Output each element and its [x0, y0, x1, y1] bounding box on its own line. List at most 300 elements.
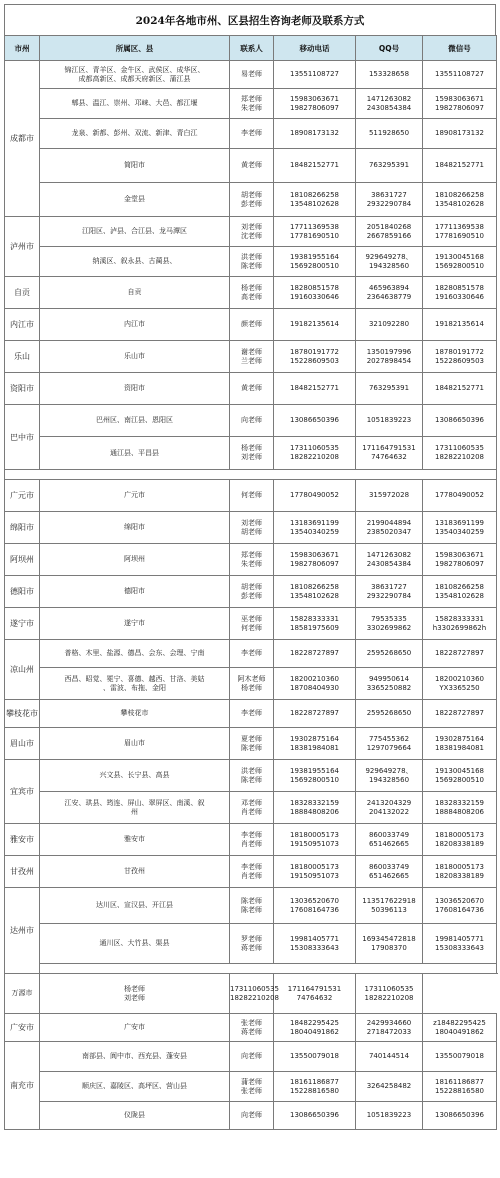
- district-cell: [40, 61, 230, 89]
- phone-cell: [274, 373, 356, 405]
- contact-cell-line: 杨老师: [241, 683, 262, 692]
- phone-cell: [274, 61, 356, 89]
- phone-cell-line: 19827806097: [290, 559, 339, 568]
- wechat-cell-line: 18482152771: [435, 161, 484, 169]
- phone-cell: [274, 824, 356, 856]
- contact-cell-line: 巫老师: [241, 614, 262, 623]
- phone-cell: [274, 576, 356, 608]
- city-cell: 广安市: [5, 1014, 40, 1042]
- district-cell: [40, 341, 230, 373]
- qq-cell-line: 3302699862: [366, 623, 412, 632]
- district-cell: [40, 728, 230, 760]
- qq-cell-line: 1350197996: [366, 347, 412, 356]
- qq-cell-line: 929649278、: [365, 766, 413, 775]
- qq-cell-line: 1471263082: [366, 94, 412, 103]
- table-row: [5, 512, 497, 544]
- phone-cell-line: 15692800510: [290, 775, 339, 784]
- wechat-cell: [423, 1042, 497, 1072]
- table-row: [5, 1042, 497, 1072]
- district-cell-line: 万源市: [11, 989, 33, 997]
- district-cell: [40, 700, 230, 728]
- qq-cell: [356, 247, 423, 277]
- phone-cell-line: 13548102628: [290, 591, 339, 600]
- table-row: [5, 824, 497, 856]
- contact-cell-line: 罗老师: [241, 934, 262, 943]
- contact-cell: [230, 149, 274, 183]
- phone-cell-line: 15828333331: [290, 614, 339, 623]
- district-cell: [40, 792, 230, 824]
- phone-cell: [274, 309, 356, 341]
- qq-cell-line: 171164791531: [287, 984, 342, 993]
- contact-cell-line: 刘老师: [124, 993, 145, 1002]
- wechat-cell-line: 13086650396: [435, 416, 484, 424]
- phone-cell-line: 15228609503: [290, 356, 339, 365]
- contact-cell: [230, 760, 274, 792]
- wechat-cell-line: 18280851578: [435, 283, 484, 292]
- wechat-cell-line: 18884808206: [435, 807, 484, 816]
- qq-cell-line: 74764632: [296, 993, 333, 1002]
- district-cell-line: 南部县、阆中市、西充县、蓬安县: [82, 1052, 187, 1060]
- phone-cell: [230, 974, 279, 1014]
- qq-cell: [356, 89, 423, 119]
- wechat-cell-line: 17608164736: [435, 905, 484, 914]
- wechat-cell: [423, 576, 497, 608]
- table-row: [5, 544, 497, 576]
- wechat-cell: [423, 149, 497, 183]
- contact-cell-line: 张老师: [241, 1086, 262, 1095]
- phone-cell-line: 18328332159: [290, 798, 339, 807]
- wechat-cell-line: 15228816580: [435, 1086, 484, 1095]
- contact-cell: [230, 437, 274, 470]
- district-cell-line: 攀枝花市: [120, 709, 149, 717]
- wechat-cell-line: 19160330646: [435, 292, 484, 301]
- table-row: [5, 668, 497, 700]
- qq-cell-line: 2429934660: [366, 1018, 412, 1027]
- contact-cell-line: 邓老师: [241, 798, 262, 807]
- wechat-cell-line: 19827806097: [435, 103, 484, 112]
- district-cell: [40, 856, 230, 888]
- phone-cell-line: 17311060535: [230, 984, 279, 993]
- qq-cell: [356, 183, 423, 217]
- wechat-cell: [423, 119, 497, 149]
- contact-cell-line: 杨老师: [124, 984, 145, 993]
- wechat-cell: [423, 888, 497, 924]
- district-cell-line: 西昌、昭觉、冕宁、喜德、越西、甘洛、美姑: [64, 674, 205, 683]
- phone-cell-line: 18228727897: [290, 649, 339, 657]
- contact-cell-line: 向老师: [241, 1111, 262, 1119]
- wechat-cell: [423, 544, 497, 576]
- qq-cell-line: 2199044894: [366, 518, 412, 527]
- phone-cell-line: 17781690510: [290, 231, 339, 240]
- contact-cell-line: 向老师: [241, 416, 262, 424]
- wechat-cell: [356, 974, 423, 1014]
- table-row: [5, 700, 497, 728]
- qq-cell: [356, 61, 423, 89]
- qq-cell-line: 949950614: [368, 674, 410, 683]
- phone-cell: [274, 512, 356, 544]
- qq-cell-line: 2051840268: [366, 222, 412, 231]
- district-cell: [40, 888, 230, 924]
- qq-cell: [274, 974, 356, 1014]
- wechat-cell-line: 13548102628: [435, 591, 484, 600]
- phone-cell-line: 18180005173: [290, 862, 339, 871]
- phone-cell: [274, 700, 356, 728]
- qq-cell-line: 740144514: [368, 1052, 410, 1060]
- qq-cell: [356, 1014, 423, 1042]
- phone-cell: [274, 183, 356, 217]
- phone-cell-line: 19381955164: [290, 252, 339, 261]
- wechat-cell: [423, 700, 497, 728]
- phone-cell-line: 18228727897: [290, 709, 339, 717]
- phone-cell-line: 17711369538: [290, 222, 339, 231]
- phone-cell: [274, 544, 356, 576]
- district-cell: [40, 480, 230, 512]
- contact-cell-line: 杨老师: [241, 283, 262, 292]
- qq-cell-line: 204132022: [368, 807, 410, 816]
- wechat-cell-line: 15828333331: [435, 614, 484, 623]
- district-cell-line: 达川区、宣汉县、开江县: [96, 901, 173, 909]
- wechat-cell-line: h3302699862h: [432, 623, 487, 632]
- city-cell: 巴中市: [5, 405, 40, 470]
- table-row: [5, 640, 497, 668]
- phone-cell-line: 18482295425: [290, 1018, 339, 1027]
- city-cell: 广元市: [5, 480, 40, 512]
- wechat-cell: [423, 824, 497, 856]
- city-cell: 泸州市: [5, 217, 40, 277]
- phone-cell-line: 15692800510: [290, 261, 339, 270]
- contact-cell: [230, 373, 274, 405]
- contact-cell-line: 肖老师: [241, 807, 262, 816]
- phone-cell-line: 15983063671: [290, 94, 339, 103]
- qq-cell: [356, 576, 423, 608]
- qq-cell-line: 1051839223: [366, 1111, 412, 1119]
- contact-cell-line: 李老师: [241, 862, 262, 871]
- header-qq: QQ号: [356, 36, 423, 61]
- wechat-cell-line: 13548102628: [435, 199, 484, 208]
- table-row: [5, 119, 497, 149]
- phone-cell-line: 19150951073: [290, 871, 339, 880]
- contact-cell-line: 何老师: [241, 623, 262, 632]
- phone-cell: [274, 608, 356, 640]
- wechat-cell: [423, 668, 497, 700]
- phone-cell: [274, 247, 356, 277]
- phone-cell: [274, 1014, 356, 1042]
- qq-cell: [356, 1102, 423, 1130]
- wechat-cell-line: 18108266258: [435, 190, 484, 199]
- qq-cell: [356, 217, 423, 247]
- header-district: 所属区、县: [40, 36, 230, 61]
- qq-cell-line: 651462665: [368, 839, 410, 848]
- contact-cell-line: 谢老师: [241, 347, 262, 356]
- district-cell-line: 通江县、平昌县: [110, 448, 159, 457]
- district-cell-line: 阿坝州: [124, 555, 145, 563]
- qq-cell: [356, 668, 423, 700]
- qq-cell-line: 511928650: [368, 129, 410, 137]
- phone-cell-line: 19160330646: [290, 292, 339, 301]
- phone-cell-line: 13548102628: [290, 199, 339, 208]
- contact-cell-line: 李老师: [241, 129, 262, 137]
- document-title: 2024年各地市州、区县招生咨询老师及联系方式: [4, 4, 496, 35]
- district-cell-line: 广元市: [124, 491, 145, 499]
- phone-cell-line: 18040491862: [290, 1027, 339, 1036]
- phone-cell-line: 18884808206: [290, 807, 339, 816]
- phone-cell: [274, 888, 356, 924]
- wechat-cell: [423, 924, 497, 964]
- city-cell: 甘孜州: [5, 856, 40, 888]
- wechat-cell-line: 18228727897: [435, 709, 484, 717]
- contact-cell-line: 洪老师: [241, 252, 262, 261]
- phone-cell: [274, 1102, 356, 1130]
- qq-cell-line: 775455362: [368, 734, 410, 743]
- phone-cell: [274, 405, 356, 437]
- district-cell-line: 普格、木里、盐源、德昌、会东、会理、宁南: [64, 649, 205, 657]
- contact-cell: [230, 640, 274, 668]
- phone-cell: [274, 640, 356, 668]
- table-row: [5, 576, 497, 608]
- contact-cell-line: 蒋老师: [241, 943, 262, 952]
- phone-cell-line: 18200210360: [290, 674, 339, 683]
- contact-cell-line: 胡老师: [241, 582, 262, 591]
- section-separator: [5, 470, 497, 480]
- phone-cell-line: 19150951073: [290, 839, 339, 848]
- qq-cell: [356, 480, 423, 512]
- city-cell: 乐山: [5, 341, 40, 373]
- table-row: [5, 405, 497, 437]
- contact-cell-line: 向老师: [241, 1052, 262, 1060]
- table-row: [5, 480, 497, 512]
- phone-cell: [274, 341, 356, 373]
- contact-cell-line: 黄老师: [241, 161, 262, 169]
- qq-cell-line: 74764632: [371, 453, 407, 461]
- district-cell: [40, 668, 230, 700]
- city-cell: 阿坝州: [5, 544, 40, 576]
- wechat-cell-line: 17780490052: [435, 491, 484, 499]
- wechat-cell-line: 18482152771: [435, 384, 484, 392]
- wechat-cell-line: z18482295425: [433, 1018, 486, 1027]
- wechat-cell-line: 13036520670: [435, 896, 484, 905]
- district-cell-line: 锦江区、青羊区、金牛区、武侯区、成华区、: [64, 65, 205, 74]
- contact-cell-line: 蒋老师: [241, 1027, 262, 1036]
- table-row: [5, 856, 497, 888]
- qq-cell-line: 1297079664: [366, 743, 412, 752]
- phone-cell: [274, 119, 356, 149]
- qq-cell-line: 50396113: [371, 905, 407, 914]
- qq-cell: [356, 405, 423, 437]
- section-separator: [5, 964, 497, 974]
- wechat-cell: [423, 183, 497, 217]
- contact-cell-line: 陈老师: [241, 261, 262, 270]
- wechat-cell: [423, 89, 497, 119]
- phone-cell-line: 18908173132: [290, 129, 339, 137]
- table-row: [5, 309, 497, 341]
- city-cell: 达州市: [5, 888, 40, 974]
- qq-cell-line: 860033749: [368, 830, 410, 839]
- district-cell: [40, 149, 230, 183]
- contact-cell: [230, 544, 274, 576]
- phone-cell-line: 18161186877: [290, 1077, 339, 1086]
- contact-cell: [230, 89, 274, 119]
- qq-cell-line: 2932290784: [366, 591, 412, 600]
- wechat-cell-line: 18282210208: [364, 993, 414, 1002]
- district-cell: [40, 1014, 230, 1042]
- qq-cell-line: 194328560: [368, 261, 410, 270]
- contact-cell-line: 朱老师: [241, 103, 262, 112]
- contact-cell-line: 陈老师: [241, 743, 262, 752]
- qq-cell-line: 2413204329: [366, 798, 412, 807]
- wechat-cell: [423, 247, 497, 277]
- wechat-cell-line: YX3365250: [439, 683, 480, 692]
- wechat-cell-line: 18180005173: [435, 830, 484, 839]
- contact-cell-line: 洪老师: [241, 766, 262, 775]
- district-cell: [40, 373, 230, 405]
- wechat-cell-line: 15228609503: [435, 356, 484, 365]
- qq-cell: [356, 1072, 423, 1102]
- qq-cell-line: 17908370: [371, 943, 407, 952]
- qq-cell: [356, 888, 423, 924]
- table-body: [5, 61, 497, 1130]
- district-cell-line: 金堂县: [124, 195, 145, 203]
- district-cell-line: 江安、珙县、筠连、屏山、翠屏区、南溪、叙: [64, 798, 205, 807]
- qq-cell: [356, 1042, 423, 1072]
- contact-cell: [230, 1014, 274, 1042]
- contact-cell: [230, 309, 274, 341]
- qq-cell-line: 465963894: [368, 283, 410, 292]
- qq-cell-line: 153328658: [368, 70, 410, 78]
- wechat-cell-line: 18328332159: [435, 798, 484, 807]
- wechat-cell: [423, 640, 497, 668]
- district-cell: [40, 247, 230, 277]
- qq-cell-line: 929649278、: [365, 252, 413, 261]
- phone-cell: [274, 1042, 356, 1072]
- phone-cell-line: 19182135614: [290, 320, 339, 328]
- table-row: [5, 61, 497, 89]
- phone-cell-line: 13036520670: [290, 896, 339, 905]
- city-cell: 雅安市: [5, 824, 40, 856]
- qq-cell: [356, 760, 423, 792]
- qq-cell: [356, 700, 423, 728]
- district-cell-line: 资阳市: [124, 384, 145, 392]
- district-cell-line: 江阳区、泸县、合江县、龙马潭区: [82, 227, 187, 235]
- district-cell-line: 眉山市: [124, 739, 145, 747]
- contact-cell: [230, 1072, 274, 1102]
- wechat-cell: [423, 341, 497, 373]
- phone-cell: [274, 217, 356, 247]
- wechat-cell-line: 13540340259: [435, 527, 484, 536]
- district-cell: [40, 760, 230, 792]
- contact-cell: [230, 792, 274, 824]
- contact-cell: [40, 974, 230, 1014]
- phone-cell-line: 13086650396: [290, 1111, 339, 1119]
- district-cell-line: 自贡: [127, 288, 142, 296]
- contact-cell-line: 何老师: [241, 491, 262, 499]
- wechat-cell-line: 19827806097: [435, 559, 484, 568]
- wechat-cell: [423, 373, 497, 405]
- phone-cell-line: 18280851578: [290, 283, 339, 292]
- contact-cell: [230, 700, 274, 728]
- district-cell: [40, 640, 230, 668]
- district-cell: [40, 309, 230, 341]
- district-cell-line: 、雷波、布拖、金阳: [103, 683, 166, 692]
- phone-cell-line: 18108266258: [290, 190, 339, 199]
- contact-cell: [230, 668, 274, 700]
- phone-cell-line: 17780490052: [290, 491, 339, 499]
- district-cell: [40, 544, 230, 576]
- qq-cell: [356, 119, 423, 149]
- wechat-cell-line: 18208338189: [435, 871, 484, 880]
- qq-cell-line: 171164791531: [362, 444, 416, 452]
- phone-cell-line: 18381984081: [290, 743, 339, 752]
- wechat-cell-line: 18200210360: [435, 674, 484, 683]
- wechat-cell-line: 19182135614: [435, 320, 484, 328]
- city-cell: 德阳市: [5, 576, 40, 608]
- district-cell: [40, 119, 230, 149]
- phone-cell-line: 18482152771: [290, 384, 339, 392]
- phone-cell: [274, 792, 356, 824]
- phone-cell-line: 13550079018: [290, 1052, 339, 1060]
- contact-cell-line: 易老师: [241, 70, 262, 78]
- contact-document: [4, 4, 496, 1130]
- district-cell-line: 顺庆区、嘉陵区、高坪区、营山县: [82, 1082, 187, 1090]
- wechat-cell-line: 15983063671: [435, 94, 484, 103]
- phone-cell-line: 19981405771: [290, 934, 339, 943]
- district-cell: [40, 217, 230, 247]
- contact-cell: [230, 1102, 274, 1130]
- phone-cell-line: 18180005173: [290, 830, 339, 839]
- district-cell: [40, 277, 230, 309]
- phone-cell-line: 19302875164: [290, 734, 339, 743]
- contact-cell: [230, 888, 274, 924]
- qq-cell-line: 763295391: [368, 384, 410, 392]
- wechat-cell-line: 18040491862: [435, 1027, 484, 1036]
- wechat-cell: [423, 277, 497, 309]
- district-cell: [40, 1102, 230, 1130]
- phone-cell: [274, 480, 356, 512]
- table-row: [5, 1014, 497, 1042]
- contact-cell: [230, 247, 274, 277]
- phone-cell: [274, 924, 356, 964]
- table-row: [5, 341, 497, 373]
- header-phone: 移动电话: [274, 36, 356, 61]
- table-row: [5, 608, 497, 640]
- table-row: [5, 247, 497, 277]
- qq-cell-line: 2595268650: [366, 649, 412, 657]
- qq-cell: [356, 309, 423, 341]
- contact-cell-line: 李老师: [241, 709, 262, 717]
- qq-cell-line: 651462665: [368, 871, 410, 880]
- qq-cell: [356, 341, 423, 373]
- qq-cell-line: 2430854384: [366, 103, 412, 112]
- wechat-cell-line: 19130045168: [435, 252, 484, 261]
- wechat-cell-line: 17311060535: [435, 444, 484, 452]
- phone-cell-line: 13551108727: [290, 70, 339, 78]
- phone-cell: [274, 856, 356, 888]
- district-cell-line: 广安市: [124, 1023, 145, 1031]
- contact-cell-line: 兰老师: [241, 356, 262, 365]
- city-cell: 成都市: [5, 61, 40, 217]
- qq-cell-line: 2667859166: [366, 231, 412, 240]
- phone-cell: [274, 89, 356, 119]
- contact-cell: [230, 824, 274, 856]
- phone-cell-line: 13183691199: [290, 518, 339, 527]
- phone-cell-line: 13086650396: [290, 416, 339, 424]
- separator-cell: [5, 470, 497, 480]
- wechat-cell-line: 17711369538: [435, 222, 484, 231]
- phone-cell-line: 18282210208: [290, 453, 339, 461]
- wechat-cell: [423, 437, 497, 470]
- phone-cell-line: 15983063671: [290, 550, 339, 559]
- district-cell: [40, 1042, 230, 1072]
- contact-cell-line: 颜老师: [241, 320, 262, 328]
